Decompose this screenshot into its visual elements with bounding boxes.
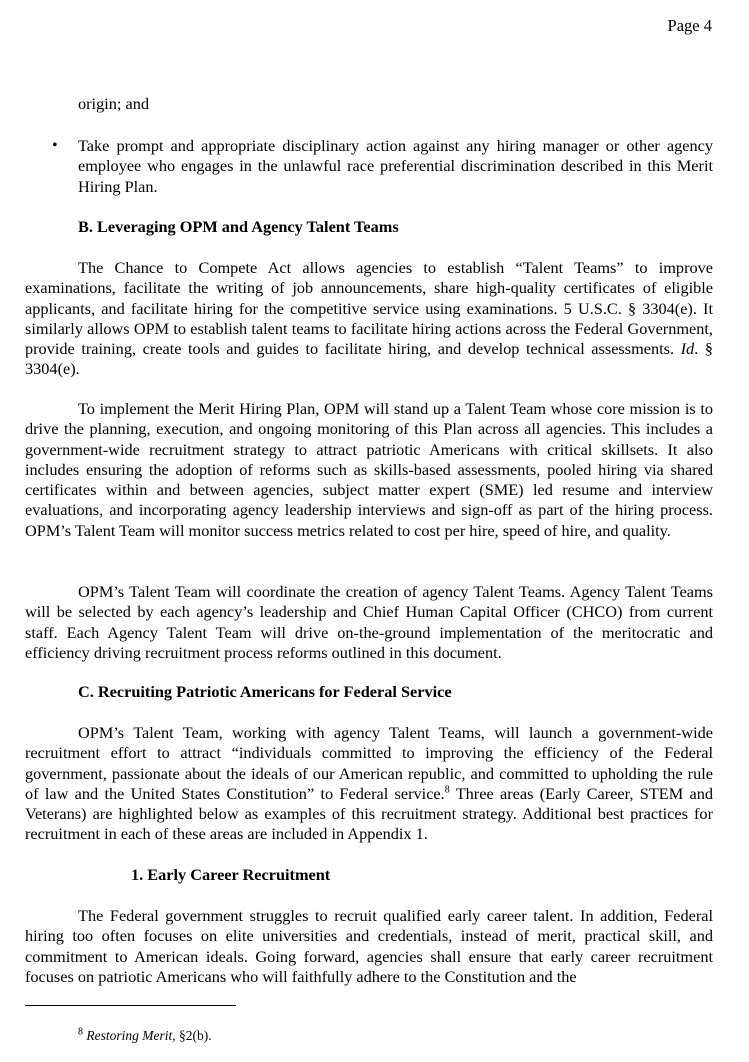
- bullet-marker: •: [52, 137, 58, 154]
- footnote-title: Restoring Merit: [86, 1028, 173, 1043]
- subsection-1-heading: 1. Early Career Recruitment: [131, 865, 331, 884]
- footnote-ref-8[interactable]: 8: [444, 784, 450, 796]
- section-c-heading: C. Recruiting Patriotic Americans for Federal Service: [78, 682, 452, 701]
- section-c-p1-text-b: Three areas (Early Career, STEM and Veterans) are highlighted below as examples of this recruitment strategy. Additional best practices for recruitment in each of these areas are included in Appendix 1.: [25, 783, 713, 844]
- section-b-p1-text: The Chance to Compete Act allows agencies to establish “Talent Teams” to improve examinations, facilitate the writing of job announcements, share high-quality certificates of eligible applicants, and facilitate hiring for the competitive service using examinations. 5 U.S.C. § 3304(e). It similarly allows OPM to establish talent teams to facilitate hiring actions across the Federal Government, provide training, create tools and guides to facilitate hiring, and develop technical assessments.: [25, 258, 713, 359]
- page-number: Page 4: [667, 16, 712, 35]
- section-b-heading: B. Leveraging OPM and Agency Talent Teams: [78, 217, 399, 236]
- subsection-1-paragraph-1: The Federal government struggles to recruit qualified early career talent. In addition, Federal hiring too often focuses on elite universities and credentials, instead of merit, practical skill, and commitment to American ideals. Going forward, agencies shall ensure that early career recruitment focuses on patriotic Americans who will faithfully adhere to the Constitution and the: [25, 906, 713, 986]
- bullet-continuation: origin; and: [78, 94, 149, 113]
- section-b-p1-end: . § 3304(e).: [25, 339, 713, 379]
- section-b-paragraph-3: OPM’s Talent Team will coordinate the creation of agency Talent Teams. Agency Talent Teams will be selected by each agency’s leadership and Chief Human Capital Officer (CHCO) from current staff. Each Agency Talent Team will drive on-the-ground implementation of the meritocratic and efficiency driving recruitment process reforms outlined in this document.: [25, 582, 713, 662]
- footnote-8: [78, 1028, 212, 1044]
- section-b-paragraph-1: [25, 258, 713, 380]
- footnote-number: 8: [78, 1026, 83, 1038]
- section-c-paragraph-1: [25, 723, 713, 845]
- footnote-separator: [25, 1005, 236, 1006]
- footnote-rest: , §2(b).: [172, 1028, 212, 1043]
- section-b-paragraph-2: To implement the Merit Hiring Plan, OPM will stand up a Talent Team whose core mission is to drive the planning, execution, and ongoing monitoring of this Plan across all agencies. This includes a government-wide recruitment strategy to attract patriotic Americans with critical skillsets. It also includes ensuring the adoption of reforms such as skills-based assessments, pooled hiring via shared certificates within and between agencies, subject matter expert (SME) led resume and interview evaluations, and incorporating agency leadership interviews and sign-off as part of the hiring process. OPM’s Talent Team will monitor success metrics related to cost per hire, speed of hire, and quality.: [25, 399, 713, 540]
- bullet-item: Take prompt and appropriate disciplinary action against any hiring manager or other agency employee who engages in the unlawful race preferential discrimination described in this Merit Hiring Plan.: [78, 136, 713, 196]
- section-c-p1-text-a: OPM’s Talent Team, working with agency Talent Teams, will launch a government-wide recruitment effort to attract “individuals committed to improving the efficiency of the Federal government, passionate about the ideals of our American republic, and committed to upholding the rule of law and the United States Constitution” to Federal service.: [25, 723, 713, 803]
- section-b-p1-id: Id: [680, 339, 695, 359]
